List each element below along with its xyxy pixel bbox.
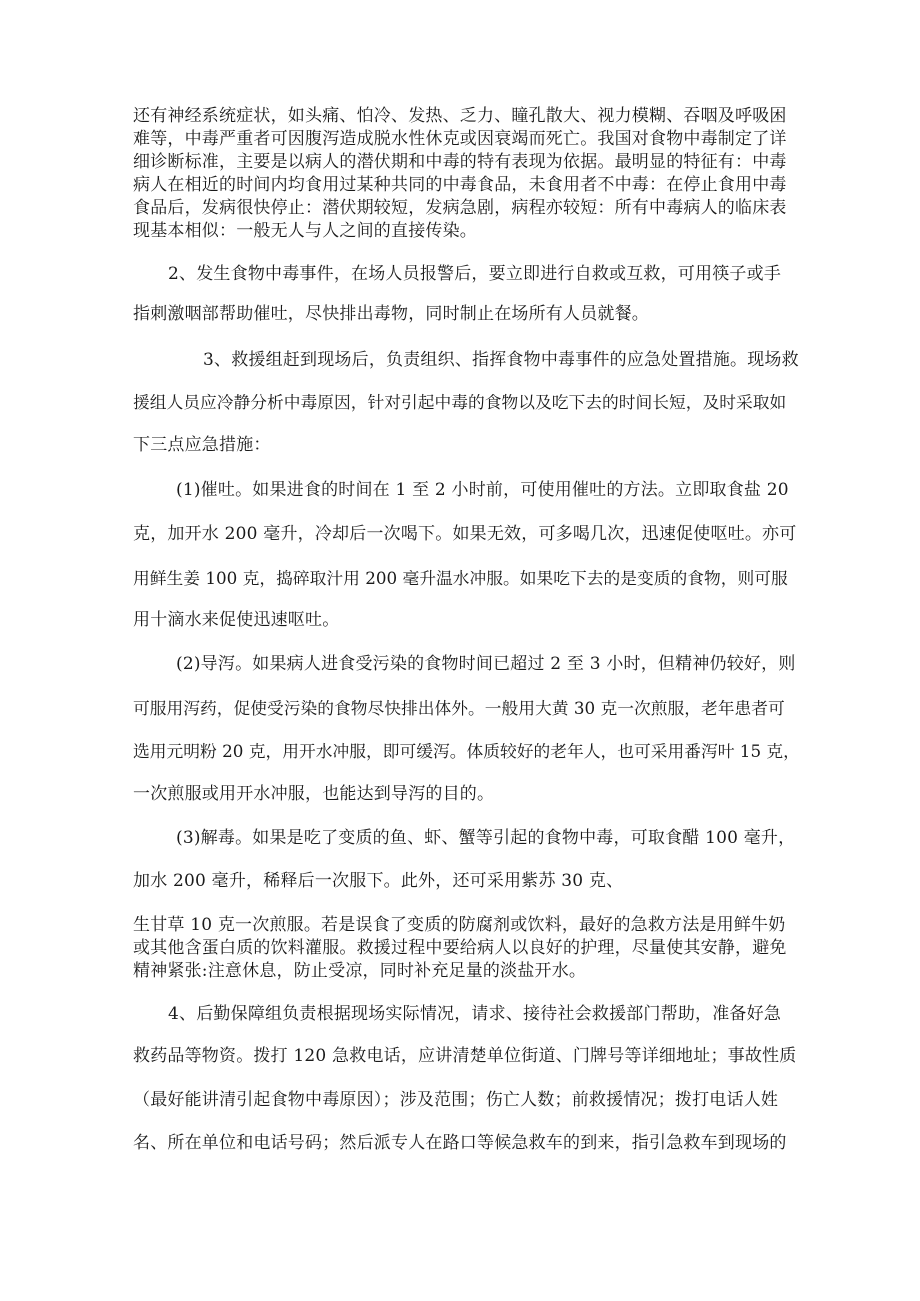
text-line: 生甘草 10 克一次煎服。若是误食了变质的防腐剂或饮料，最好的急救方法是用鲜牛奶 [133,915,786,935]
text-line: 3、救援组赶到现场后，负责组织、指挥食物中毒事件的应急处置措施。现场救 [203,350,799,370]
text-line: 2、发生食物中毒事件，在场人员报警后，要立即进行自救或互救，可用筷子或手 [168,264,782,284]
text-line: 精神紧张:注意休息，防止受凉，同时补充足量的淡盐开水。 [133,961,587,981]
text-line: 一次煎服或用开水冲服，也能达到导泻的目的。 [133,784,495,804]
text-line: 细诊断标准，主要是以病人的潜伏期和中毒的特有表现为依据。最明显的特征有：中毒 [133,152,787,172]
text-line: 用鲜生姜 100 克，捣碎取汁用 200 毫升温水冲服。如果吃下去的是变质的食物，则可服 [133,568,788,588]
text-line: 用十滴水来促使迅速呕吐。 [133,610,340,630]
text-line: 还有神经系统症状，如头痛、怕冷、发热、乏力、瞳孔散大、视力模糊、吞咽及呼吸困 [133,106,787,126]
text-line: (2)导泻。如果病人进食受污染的食物时间已超过 2 至 3 小时，但精神仍较好，则 [176,654,796,674]
text-line: 病人在相近的时间内均食用过某种共同的中毒食品，未食用者不中毒：在停止食用中毒 [133,175,787,195]
text-line: 可服用泻药，促使受污染的食物尽快排出体外。一般用大黄 30 克一次煎服，老年患者可 [133,698,785,718]
text-line: 名、所在单位和电话号码；然后派专人在路口等候急救车的到来，指引急救车到现场的 [133,1133,787,1153]
text-line: 或其他含蛋白质的饮料灌服。救援过程中要给病人以良好的护理，尽量使其安静，避免 [133,938,787,958]
text-line: 难等，中毒严重者可因腹泻造成脱水性休克或因衰竭而死亡。我国对食物中毒制定了详 [133,129,787,149]
text-line: 下三点应急措施： [133,435,271,455]
text-line: 4、后勤保障组负责根据现场实际情况，请求、接待社会救援部门帮助，准备好急 [168,1004,782,1024]
text-line: （最好能讲清引起食物中毒原因）；涉及范围；伤亡人数；前救援情况；拨打电话人姓 [133,1090,779,1110]
text-line: 加水 200 毫升，稀释后一次服下。此外，还可采用紫苏 30 克、 [133,871,624,891]
text-line: 克，加开水 200 毫升，冷却后一次喝下。如果无效，可多喝几次，迅速促使呕吐。亦可 [133,524,797,544]
text-line: (3)解毒。如果是吃了变质的鱼、虾、蟹等引起的食物中毒，可取食醋 100 毫升， [176,828,796,848]
text-line: 援组人员应冷静分析中毒原因，针对引起中毒的食物以及吃下去的时间长短，及时采取如 [133,392,787,412]
text-line: (1)催吐。如果进食的时间在 1 至 2 小时前，可使用催吐的方法。立即取食盐 20 [176,480,789,500]
text-line: 现基本相似：一般无人与人之间的直接传染。 [133,221,477,241]
text-line: 救药品等物资。拨打 120 急救电话，应讲清楚单位街道、门牌号等详细地址；事故性质 [133,1046,797,1066]
text-line: 选用元明粉 20 克，用开水冲服，即可缓泻。体质较好的老年人，也可采用番泻叶 15 克， [133,741,800,761]
text-line: 指刺激咽部帮助催吐，尽快排出毒物，同时制止在场所有人员就餐。 [133,304,649,324]
text-line: 食品后，发病很快停止：潜伏期较短，发病急剧，病程亦较短：所有中毒病人的临床表 [133,198,787,218]
